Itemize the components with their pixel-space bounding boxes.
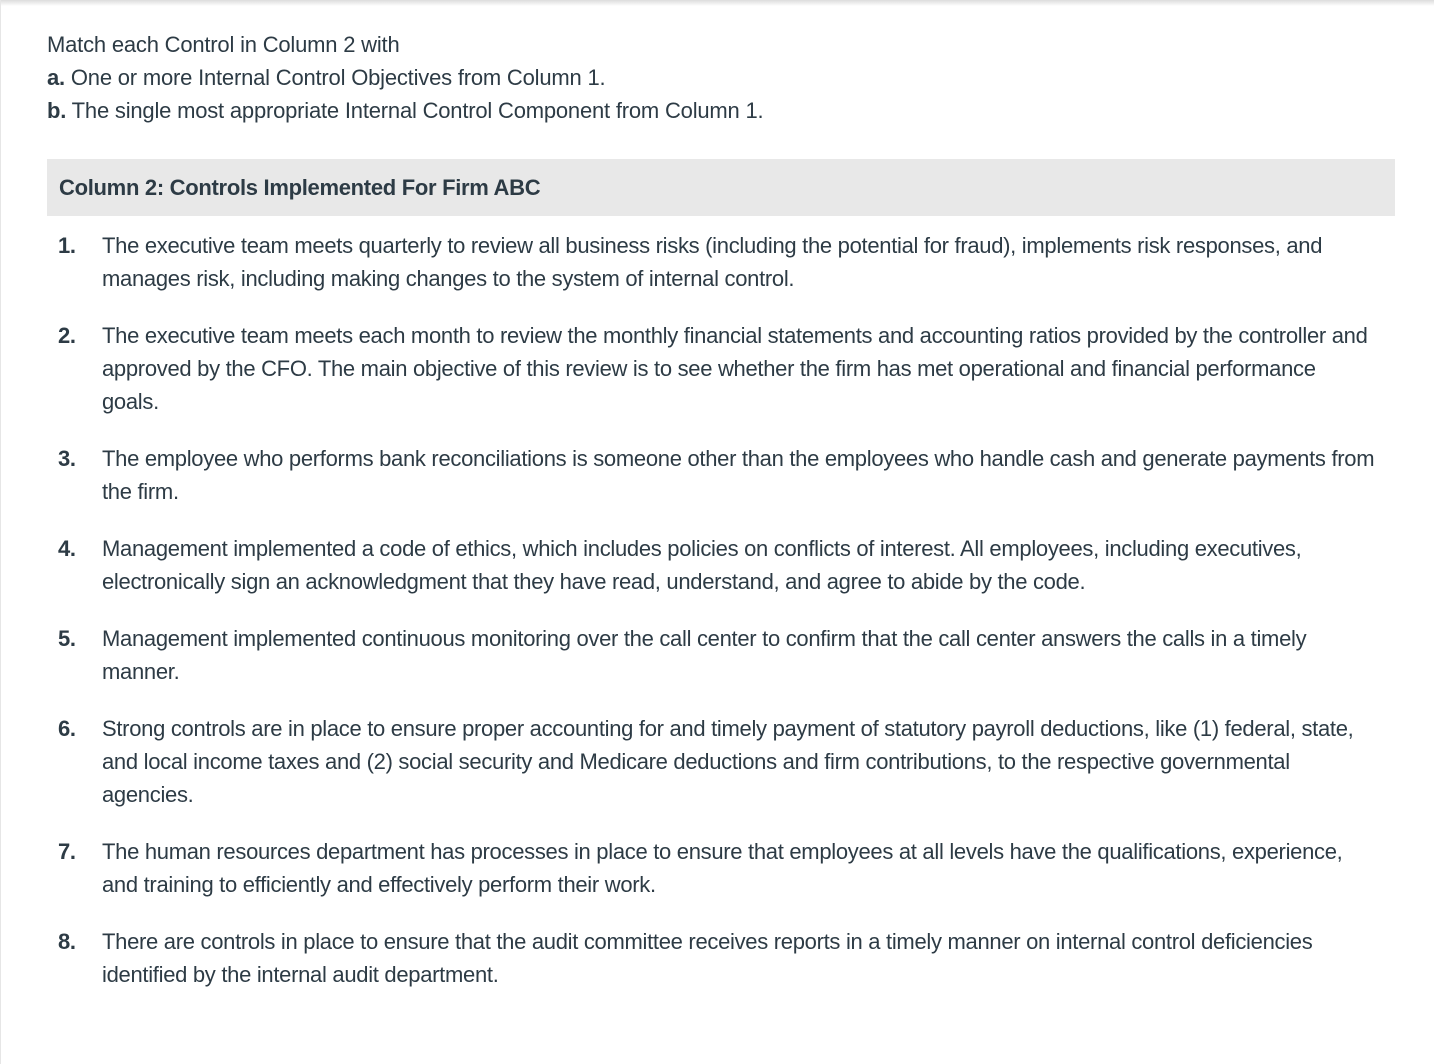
control-number: 7. [58, 839, 76, 864]
control-text: The human resources department has processes in place to ensure that employees at all levels have the qualifications, experience, and training to efficiently and effectively perform their work. [102, 839, 1343, 897]
control-number: 4. [58, 536, 76, 561]
control-text: The executive team meets quarterly to review all business risks (including the potential for fraud), implements risk responses, and manages risk, including making changes to the system of internal control. [102, 233, 1323, 291]
instructions [47, 28, 1395, 127]
control-item [47, 532, 1395, 598]
control-number: 8. [58, 929, 76, 954]
control-text: Strong controls are in place to ensure proper accounting for and timely payment of statutory payroll deductions, like (1) federal, state, and local income taxes and (2) social security and Medicare deductions and firm contributions, to the respective governmental agencies. [102, 716, 1354, 807]
left-border [0, 0, 1, 1064]
control-number: 6. [58, 716, 76, 741]
controls-list [47, 229, 1395, 991]
control-item [47, 835, 1395, 901]
control-item [47, 622, 1395, 688]
control-item [47, 442, 1395, 508]
instruction-a [47, 61, 1395, 94]
control-item [47, 319, 1395, 418]
control-number: 1. [58, 233, 76, 258]
instruction-line: Match each Control in Column 2 with [47, 32, 400, 57]
control-number: 2. [58, 323, 76, 348]
control-item [47, 925, 1395, 991]
control-text: Management implemented continuous monitoring over the call center to confirm that the call center answers the calls in a timely manner. [102, 626, 1307, 684]
control-number: 3. [58, 446, 76, 471]
control-item [47, 712, 1395, 811]
control-text: There are controls in place to ensure that the audit committee receives reports in a timely manner on internal control deficiencies identified by the internal audit department. [102, 929, 1313, 987]
column-2-header: Column 2: Controls Implemented For Firm ABC [47, 159, 1395, 216]
question-content [47, 28, 1395, 1015]
control-text: The employee who performs bank reconciliations is someone other than the employees who handle cash and generate payments from the firm. [102, 446, 1375, 504]
control-number: 5. [58, 626, 76, 651]
control-text: Management implemented a code of ethics, which includes policies on conflicts of interest. All employees, including executives, electronically sign an acknowledgment that they have read, understand, and agree to abide by the code. [102, 536, 1302, 594]
control-text: The executive team meets each month to review the monthly financial statements and accounting ratios provided by the controller and approved by the CFO. The main objective of this review is to see whether the firm has met operational and financial performance goals. [102, 323, 1368, 414]
control-item [47, 229, 1395, 295]
top-shadow [0, 0, 1434, 6]
instruction-a-text: One or more Internal Control Objectives from Column 1. [64, 65, 606, 90]
instruction-b [47, 94, 1395, 127]
instruction-b-label: b. [47, 98, 67, 123]
instruction-a-label: a. [47, 65, 65, 90]
instruction-b-text: The single most appropriate Internal Control Component from Column 1. [66, 98, 764, 123]
